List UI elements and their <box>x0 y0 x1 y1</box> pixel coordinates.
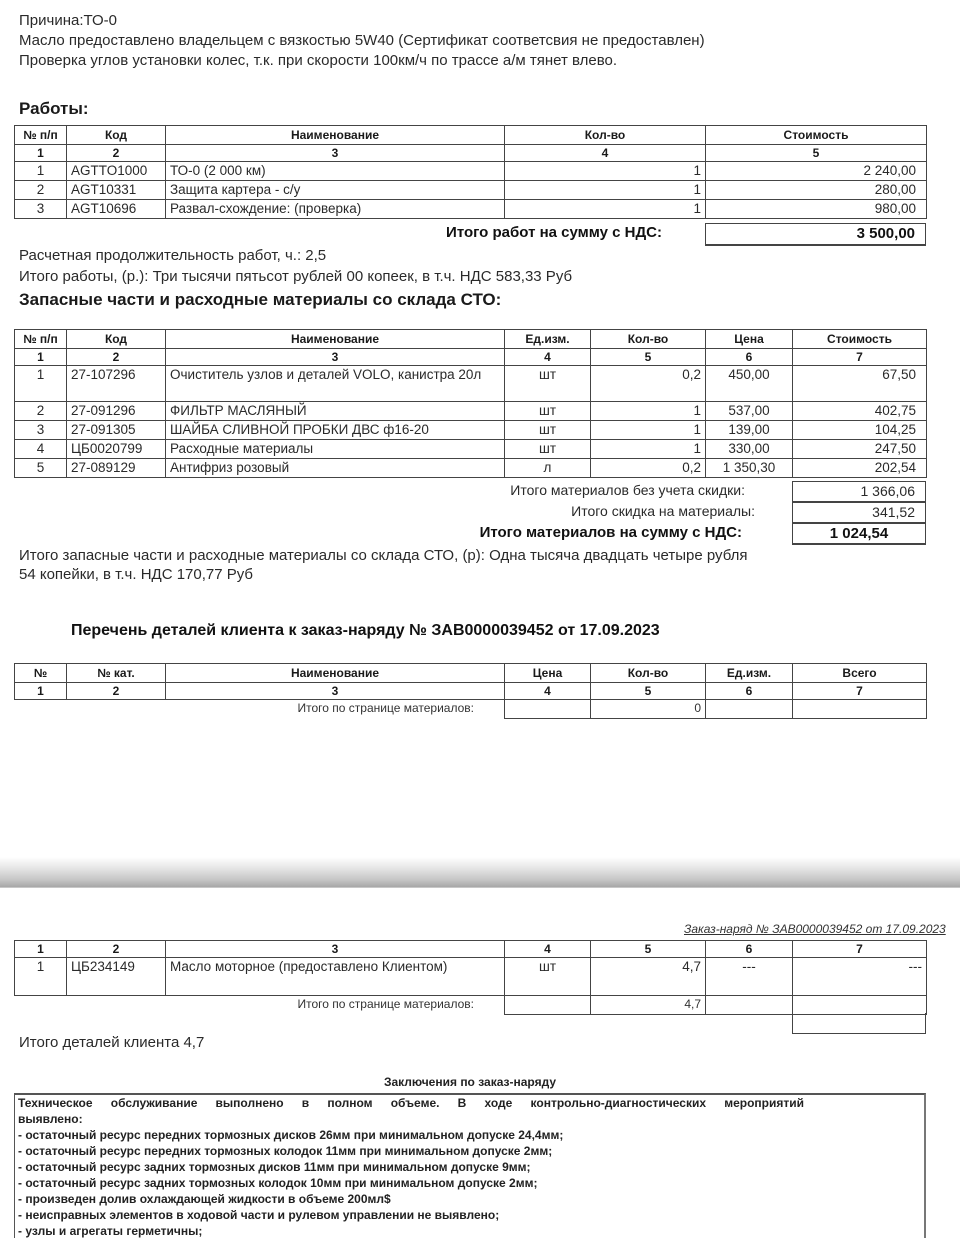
conclusion-intro-2: выявлено: <box>18 1112 83 1126</box>
col-header: Стоимость <box>793 330 927 349</box>
col-header: Всего <box>793 664 927 683</box>
cell-n: 3 <box>15 421 67 440</box>
col-header: Цена <box>706 330 793 349</box>
cell-total: --- <box>793 958 927 996</box>
col-header: Код <box>67 126 166 145</box>
col-number: 7 <box>793 683 927 700</box>
cell-name: ШАЙБА СЛИВНОЙ ПРОБКИ ДВС ф16-20 <box>166 421 505 440</box>
works-title: Работы: <box>19 99 89 118</box>
col-header: № п/п <box>15 126 67 145</box>
conclusion-intro-1: Техническое обслуживание выполнено в полном объеме. В ходе контрольно-диагностических мероприятий <box>18 1096 804 1110</box>
cell-code: 27-107296 <box>67 366 166 402</box>
running-header: Заказ-наряд № ЗАВ0000039452 от 17.09.2023 <box>684 922 946 936</box>
materials-discount-label: Итого скидка на материалы: <box>571 503 755 519</box>
table-row <box>15 402 927 421</box>
works-total-words: Итого работы, (р.): Три тысячи пятьсот рублей 00 копеек, в т.ч. НДС 583,33 Руб <box>19 268 573 285</box>
works-number-row <box>15 145 927 162</box>
col-header: Кол-во <box>591 664 706 683</box>
conclusion-item: - произведен долив охлаждающей жидкости в объеме 200мл$ <box>18 1192 391 1206</box>
oil-note: Масло предоставлено владельцем с вязкостью 5W40 (Сертификат соответсвия не предоставлен) <box>19 32 705 49</box>
col-number: 5 <box>706 145 927 162</box>
cell-n: 1 <box>15 366 67 402</box>
col-header: Стоимость <box>706 126 927 145</box>
col-number: 4 <box>505 145 706 162</box>
cell-price: 330,00 <box>706 440 793 459</box>
col-number: 2 <box>67 145 166 162</box>
cell-cost: 202,54 <box>793 459 927 478</box>
col-number: 1 <box>15 941 67 958</box>
col-number: 5 <box>591 941 706 958</box>
page-total-qty: 0 <box>591 700 706 719</box>
cell-name: Защита картера - с/у <box>166 181 505 200</box>
conclusion-title: Заключения по заказ-наряду <box>383 1075 557 1089</box>
page-total-row <box>15 700 927 719</box>
cell-cost: 67,50 <box>793 366 927 402</box>
conclusion-item: - остаточный ресурс передних тормозных дисков 26мм при минимальном допуске 24,4мм; <box>18 1128 564 1142</box>
client-parts-header-row <box>15 664 927 683</box>
materials-subtotal-label: Итого материалов без учета скидки: <box>510 482 745 498</box>
cell-code: ЦБ0020799 <box>67 440 166 459</box>
works-total-value: 3 500,00 <box>705 223 926 246</box>
page-total-label: Итого по странице материалов: <box>297 997 474 1011</box>
materials-number-row <box>15 349 927 366</box>
works-duration: Расчетная продолжительность работ, ч.: 2,5 <box>19 247 327 264</box>
materials-table <box>14 329 927 478</box>
cell-n: 1 <box>15 162 67 181</box>
cell-code: 27-089129 <box>67 459 166 478</box>
col-header: Цена <box>505 664 591 683</box>
page-total-qty: 4,7 <box>591 996 706 1015</box>
cell-name: Развал-схождение: (проверка) <box>166 200 505 219</box>
col-header: № кат. <box>67 664 166 683</box>
materials-subtotal-value: 1 366,06 <box>792 481 926 502</box>
col-number: 6 <box>706 683 793 700</box>
materials-header-row <box>15 330 927 349</box>
cell-price: 537,00 <box>706 402 793 421</box>
cell-unit: шт <box>505 421 591 440</box>
materials-total-label: Итого материалов на сумму с НДС: <box>479 524 742 541</box>
alignment-note: Проверка углов установки колес, т.к. при скорости 100км/ч по трассе а/м тянет влево. <box>19 52 618 69</box>
materials-total-words-2: 54 копейки, в т.ч. НДС 170,77 Руб <box>19 566 254 583</box>
works-table <box>14 125 927 219</box>
client-total: Итого деталей клиента 4,7 <box>19 1034 205 1051</box>
page2-number-row <box>15 941 927 958</box>
client-parts-title: Перечень деталей клиента к заказ-наряду № ЗАВ0000039452 от 17.09.2023 <box>71 622 660 639</box>
col-number: 7 <box>793 349 927 366</box>
cell-n: 5 <box>15 459 67 478</box>
table-row <box>15 181 927 200</box>
conclusion-item: - остаточный ресурс задних тормозных колодок 10мм при минимальном допуске 2мм; <box>18 1176 538 1190</box>
materials-total-value: 1 024,54 <box>792 523 926 545</box>
conclusion-item: - неисправных элементов в ходовой части и рулевом управлении не выявлено; <box>18 1208 500 1222</box>
cell-name: ТО-0 (2 000 км) <box>166 162 505 181</box>
cell-name: Масло моторное (предоставлено Клиентом) <box>166 958 505 996</box>
col-header: № п/п <box>15 330 67 349</box>
table-row <box>15 200 927 219</box>
table-row <box>15 440 927 459</box>
conclusion-item: - остаточный ресурс задних тормозных дисков 11мм при минимальном допуске 9мм; <box>18 1160 531 1174</box>
table-row <box>15 459 927 478</box>
cell-n: 2 <box>15 402 67 421</box>
col-number: 1 <box>15 145 67 162</box>
col-number: 4 <box>505 941 591 958</box>
cell-name: Очиститель узлов и деталей VOLO, канистра 20л <box>166 366 505 402</box>
cell-n: 3 <box>15 200 67 219</box>
page2-extra-total-cell <box>792 1013 926 1034</box>
cell-cost: 980,00 <box>706 200 927 219</box>
materials-title: Запасные части и расходные материалы со склада СТО: <box>19 290 502 309</box>
cell-price: 1 350,30 <box>706 459 793 478</box>
col-header: Наименование <box>166 126 505 145</box>
cell-qty: 1 <box>591 402 706 421</box>
reason-text: Причина:ТО-0 <box>19 12 117 29</box>
cell-n: 2 <box>15 181 67 200</box>
cell-code: ЦБ234149 <box>67 958 166 996</box>
works-header-row <box>15 126 927 145</box>
col-number: 3 <box>166 349 505 366</box>
cell-unit: шт <box>505 366 591 402</box>
cell-code: AGTTO1000 <box>67 162 166 181</box>
cell-cost: 247,50 <box>793 440 927 459</box>
col-header: Кол-во <box>505 126 706 145</box>
table-row <box>15 421 927 440</box>
page-separator <box>0 857 960 888</box>
col-header: Кол-во <box>591 330 706 349</box>
col-number: 3 <box>166 145 505 162</box>
col-header: Наименование <box>166 330 505 349</box>
table-row <box>15 366 927 402</box>
cell-cost: 280,00 <box>706 181 927 200</box>
cell-qty: 1 <box>505 181 706 200</box>
col-number: 3 <box>166 941 505 958</box>
table-row <box>15 162 927 181</box>
col-number: 4 <box>505 349 591 366</box>
col-number: 5 <box>591 349 706 366</box>
materials-total-words-1: Итого запасные части и расходные материалы со склада СТО, (р): Одна тысяча двадцать четыре рубля <box>19 547 748 564</box>
col-number: 6 <box>706 941 793 958</box>
table-row <box>15 958 927 996</box>
materials-discount-value: 341,52 <box>792 502 926 523</box>
col-header: Ед.изм. <box>706 664 793 683</box>
col-number: 4 <box>505 683 591 700</box>
cell-n: 1 <box>15 958 67 996</box>
col-number: 2 <box>67 941 166 958</box>
cell-unit: шт <box>505 402 591 421</box>
conclusion-box <box>14 1093 926 1238</box>
cell-cost: 104,25 <box>793 421 927 440</box>
conclusion-item: - остаточный ресурс передних тормозных колодок 11мм при минимальном допуске 2мм; <box>18 1144 553 1158</box>
col-number: 6 <box>706 349 793 366</box>
page-total-label: Итого по странице материалов: <box>297 701 474 715</box>
cell-qty: 1 <box>591 440 706 459</box>
cell-qty: 1 <box>505 200 706 219</box>
works-total-label: Итого работ на сумму с НДС: <box>446 224 662 241</box>
col-header: Наименование <box>166 664 505 683</box>
cell-price: --- <box>706 958 793 996</box>
col-number: 1 <box>15 683 67 700</box>
client-parts-number-row <box>15 683 927 700</box>
cell-unit: шт <box>505 958 591 996</box>
col-number: 5 <box>591 683 706 700</box>
col-header: Код <box>67 330 166 349</box>
cell-unit: л <box>505 459 591 478</box>
col-header: № <box>15 664 67 683</box>
col-number: 1 <box>15 349 67 366</box>
cell-name: ФИЛЬТР МАСЛЯНЫЙ <box>166 402 505 421</box>
cell-code: AGT10331 <box>67 181 166 200</box>
col-number: 2 <box>67 349 166 366</box>
cell-code: AGT10696 <box>67 200 166 219</box>
client-parts-table-continued <box>14 940 927 1015</box>
conclusion-item: - узлы и агрегаты герметичны; <box>18 1224 203 1238</box>
cell-qty: 4,7 <box>591 958 706 996</box>
col-number: 7 <box>793 941 927 958</box>
cell-code: 27-091305 <box>67 421 166 440</box>
cell-unit: шт <box>505 440 591 459</box>
col-header: Ед.изм. <box>505 330 591 349</box>
page-total-row <box>15 996 927 1015</box>
cell-cost: 402,75 <box>793 402 927 421</box>
cell-qty: 1 <box>505 162 706 181</box>
cell-qty: 0,2 <box>591 459 706 478</box>
col-number: 3 <box>166 683 505 700</box>
cell-name: Антифриз розовый <box>166 459 505 478</box>
cell-qty: 1 <box>591 421 706 440</box>
cell-cost: 2 240,00 <box>706 162 927 181</box>
cell-price: 139,00 <box>706 421 793 440</box>
col-number: 2 <box>67 683 166 700</box>
cell-name: Расходные материалы <box>166 440 505 459</box>
client-parts-table <box>14 663 927 719</box>
cell-price: 450,00 <box>706 366 793 402</box>
cell-qty: 0,2 <box>591 366 706 402</box>
cell-n: 4 <box>15 440 67 459</box>
cell-code: 27-091296 <box>67 402 166 421</box>
